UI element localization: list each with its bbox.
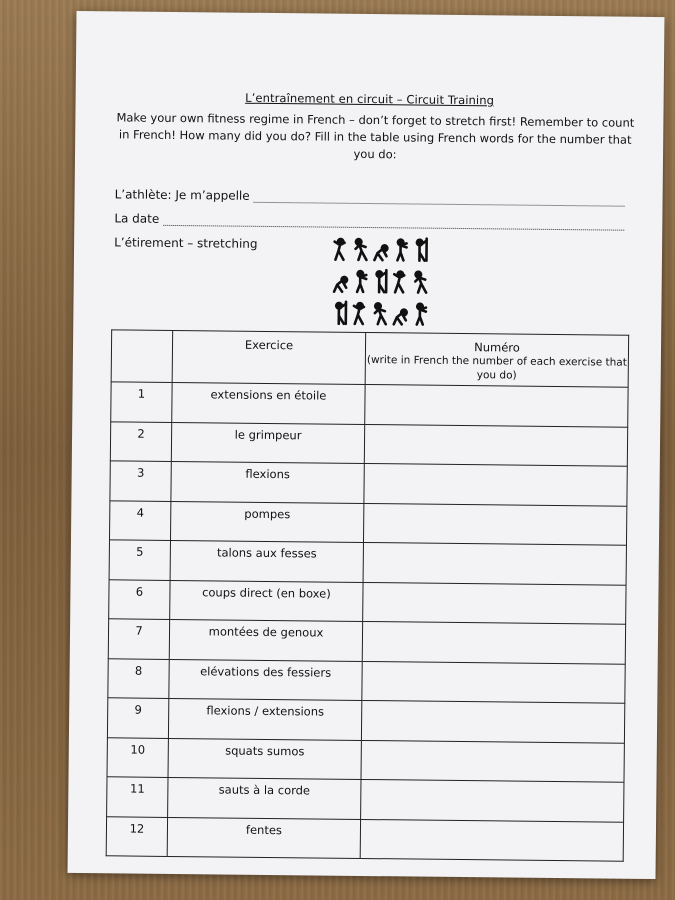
exercise-name: sauts à la corde	[168, 777, 361, 819]
athlete-label: L’athlète: Je m’appelle	[114, 187, 250, 203]
header-number	[365, 332, 629, 387]
exercise-count-field[interactable]	[363, 542, 626, 584]
exercise-count-field[interactable]	[364, 424, 627, 466]
row-number: 11	[107, 777, 168, 817]
table-row	[109, 500, 626, 545]
exercise-count-field[interactable]	[365, 384, 628, 426]
exercise-count-field[interactable]	[360, 819, 623, 861]
stretching-figure-icon	[332, 268, 349, 294]
table-row	[108, 658, 625, 703]
stretching-figures-row	[332, 268, 442, 295]
header-number-title: Numéro	[474, 340, 520, 355]
table-row	[107, 698, 624, 743]
worksheet-title: L’entraînement en circuit – Circuit Training	[245, 90, 495, 108]
stretching-figure-icon	[412, 268, 429, 294]
row-number: 3	[110, 461, 171, 501]
exercise-name: coups direct (en boxe)	[170, 580, 363, 622]
worksheet-instructions: Make your own fitness regime in French – don’t forget to stretch first! Remember to count in French! How many did you do? Fill in the table using French words for the number that you do:	[116, 110, 635, 162]
exercise-name: le grimpeur	[171, 422, 364, 464]
stretching-figure-icon	[412, 236, 429, 262]
exercise-name: flexions	[171, 461, 364, 503]
row-number: 9	[107, 698, 168, 738]
header-number-subtitle: (write in French the number of each exercise that you do)	[366, 354, 627, 382]
stretching-figure-icon	[371, 300, 388, 326]
stretching-figure-icon	[352, 268, 369, 294]
table-row	[107, 737, 624, 782]
stretching-figure-icon	[411, 300, 428, 326]
table-row	[110, 421, 627, 466]
exercise-name: talons aux fesses	[170, 540, 363, 582]
exercise-name: pompes	[170, 501, 363, 543]
header-exercise: Exercice	[172, 330, 366, 384]
stretching-figure-icon	[372, 236, 389, 262]
worksheet-paper	[68, 11, 665, 879]
exercise-name: extensions en étoile	[172, 382, 365, 424]
exercise-count-field[interactable]	[361, 740, 624, 782]
stretching-figure-icon	[351, 300, 368, 326]
table-row	[109, 540, 626, 585]
exercise-count-field[interactable]	[361, 779, 624, 821]
stretching-figure-icon	[392, 236, 409, 262]
row-number: 7	[108, 619, 169, 659]
date-line[interactable]	[114, 211, 624, 230]
exercise-count-field[interactable]	[363, 503, 626, 545]
table-header-row	[111, 330, 629, 387]
row-number: 12	[106, 816, 167, 856]
table-row	[106, 816, 623, 861]
table-row	[107, 777, 624, 822]
exercise-name: flexions / extensions	[168, 698, 361, 740]
athlete-name-field[interactable]	[254, 191, 625, 207]
row-number: 4	[109, 500, 170, 540]
row-number: 1	[111, 382, 172, 422]
exercise-count-field[interactable]	[363, 582, 626, 624]
table-row	[111, 382, 628, 427]
exercise-name: squats sumos	[168, 738, 361, 780]
stretching-figure-icon	[372, 268, 389, 294]
row-number: 6	[109, 579, 170, 619]
athlete-name-line[interactable]	[115, 187, 625, 206]
row-number: 10	[107, 737, 168, 777]
table-row	[109, 579, 626, 624]
date-field[interactable]	[163, 214, 624, 231]
exercise-name: montées de genoux	[169, 619, 362, 661]
row-number: 8	[108, 658, 169, 698]
stretching-figure-icon	[332, 236, 349, 262]
header-index-cell	[111, 330, 173, 383]
table-row	[108, 619, 625, 664]
stretching-figure-icon	[392, 268, 409, 294]
exercise-table	[106, 329, 629, 861]
stretching-figures-row	[331, 300, 441, 327]
row-number: 2	[110, 421, 171, 461]
exercise-name: elévations des fessiers	[169, 659, 362, 701]
row-number: 5	[109, 540, 170, 580]
date-label: La date	[114, 211, 160, 226]
table-row	[110, 461, 627, 506]
exercise-table-body	[106, 382, 628, 861]
stretching-figure-icon	[352, 236, 369, 262]
stretch-label: L’étirement – stretching	[114, 235, 258, 251]
exercise-count-field[interactable]	[362, 621, 625, 663]
stretching-figures-row	[332, 236, 442, 263]
exercise-count-field[interactable]	[364, 463, 627, 505]
stretching-figures-icon	[331, 236, 442, 333]
exercise-name: fentes	[167, 817, 360, 859]
exercise-count-field[interactable]	[361, 700, 624, 742]
exercise-count-field[interactable]	[362, 661, 625, 703]
stretching-figure-icon	[331, 300, 348, 326]
stretching-figure-icon	[391, 300, 408, 326]
